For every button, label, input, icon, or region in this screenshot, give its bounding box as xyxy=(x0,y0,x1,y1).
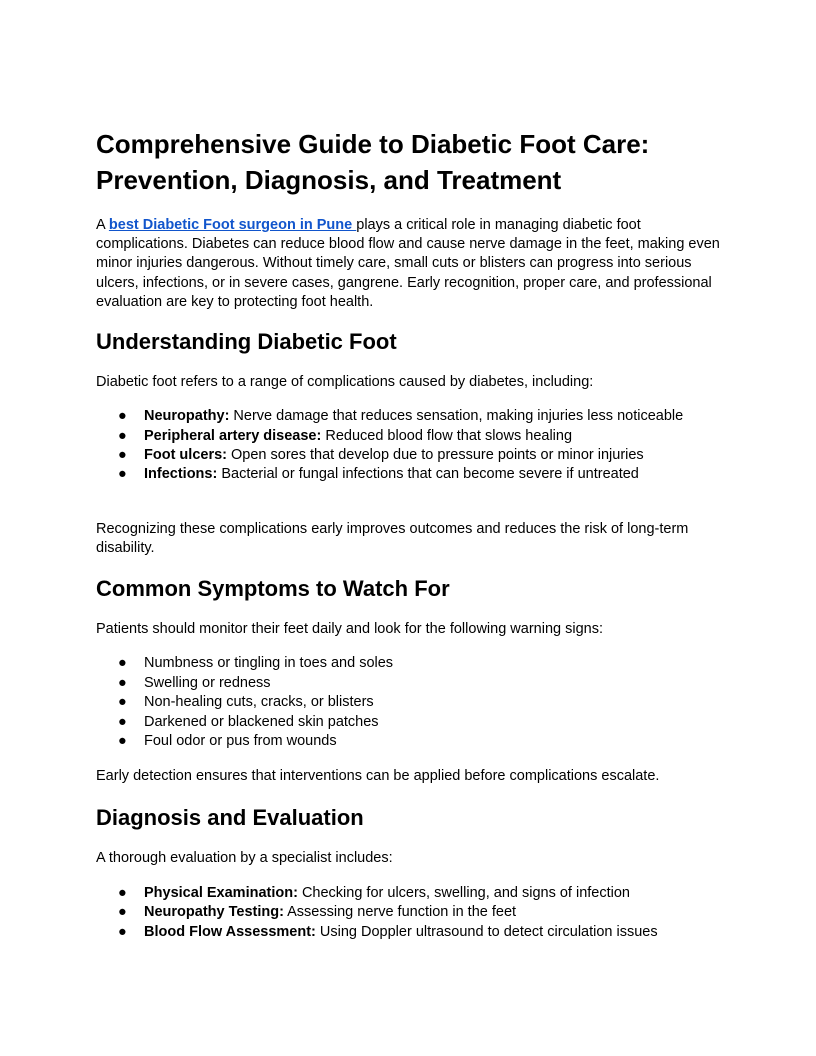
list-item-desc: Checking for ulcers, swelling, and signs of infection xyxy=(297,884,630,901)
list-item-text: Swelling or redness xyxy=(144,674,271,691)
section-closing-symptoms: Early detection ensures that interventions can be applied before complications escalate. xyxy=(96,768,660,785)
list-item-desc: Assessing nerve function in the feet xyxy=(283,904,517,921)
section-closing-understanding: Recognizing these complications early improves outcomes and reduces the risk of long-term disability. xyxy=(96,520,689,557)
bullet-icon: ● xyxy=(118,694,127,711)
document-page xyxy=(96,126,720,942)
list-item xyxy=(96,693,720,712)
bullet-icon: ● xyxy=(118,923,127,940)
section-heading-symptoms: Common Symptoms to Watch For xyxy=(96,576,450,602)
list-item xyxy=(96,446,720,465)
list-item-term: Infections: xyxy=(144,466,218,483)
intro-rest: plays a critical role in managing diabetic foot complications. Diabetes can reduce blood flow and cause nerve damage in the feet, making even minor injuries dangerous. Without timely care, small cuts or blisters can progress into serious ulcers, infections, or in severe cases, gangrene. Early recognition, proper care, and professional evaluation are key to protecting foot health. xyxy=(96,217,720,310)
list-item xyxy=(96,427,720,446)
list-item xyxy=(96,923,720,942)
list-item-desc: Nerve damage that reduces sensation, making injuries less noticeable xyxy=(229,408,684,425)
list-item-text: Foul odor or pus from wounds xyxy=(144,733,337,750)
list-item-desc: Using Doppler ultrasound to detect circulation issues xyxy=(315,923,658,940)
section-heading-understanding: Understanding Diabetic Foot xyxy=(96,329,397,355)
section-lead-understanding: Diabetic foot refers to a range of complications caused by diabetes, including: xyxy=(96,374,594,391)
list-item xyxy=(96,713,720,732)
list-item-term: Blood Flow Assessment: xyxy=(144,923,316,940)
bullet-icon: ● xyxy=(118,674,127,691)
list-item xyxy=(96,465,720,484)
section-heading-diagnosis: Diagnosis and Evaluation xyxy=(96,804,364,830)
section-lead-diagnosis: A thorough evaluation by a specialist includes: xyxy=(96,849,393,866)
list-item-text: Non-healing cuts, cracks, or blisters xyxy=(144,694,374,711)
bullet-icon: ● xyxy=(118,655,127,672)
list-item-term: Neuropathy: xyxy=(144,408,230,425)
list-item-term: Neuropathy Testing: xyxy=(144,904,284,921)
list-item xyxy=(96,884,720,903)
section-lead-symptoms: Patients should monitor their feet daily and look for the following warning signs: xyxy=(96,621,603,638)
bullet-icon: ● xyxy=(118,884,127,901)
bullet-icon: ● xyxy=(118,733,127,750)
list-item xyxy=(96,903,720,922)
surgeon-link[interactable]: best Diabetic Foot surgeon in Pune xyxy=(108,217,357,233)
bullet-icon: ● xyxy=(118,408,127,425)
diagnosis-list xyxy=(96,884,720,942)
bullet-icon: ● xyxy=(118,447,127,464)
bullet-icon: ● xyxy=(118,904,127,921)
complications-list xyxy=(96,407,720,485)
list-item-term: Physical Examination: xyxy=(144,884,298,901)
bullet-icon: ● xyxy=(118,427,127,444)
symptoms-list xyxy=(96,654,720,751)
list-item-desc: Open sores that develop due to pressure points or minor injuries xyxy=(226,447,644,464)
document-title: Comprehensive Guide to Diabetic Foot Care: Prevention, Diagnosis, and Treatment xyxy=(96,129,650,195)
list-item-term: Peripheral artery disease: xyxy=(144,427,322,444)
list-item-term: Foot ulcers: xyxy=(144,447,227,464)
list-item-text: Darkened or blackened skin patches xyxy=(144,713,379,730)
list-item xyxy=(96,674,720,693)
list-item-text: Numbness or tingling in toes and soles xyxy=(144,655,394,672)
intro-prefix: A xyxy=(96,217,109,233)
intro-paragraph xyxy=(96,216,720,312)
list-item xyxy=(96,732,720,751)
list-item-desc: Reduced blood flow that slows healing xyxy=(321,427,573,444)
bullet-icon: ● xyxy=(118,713,127,730)
bullet-icon: ● xyxy=(118,466,127,483)
list-item xyxy=(96,654,720,673)
list-item-desc: Bacterial or fungal infections that can become severe if untreated xyxy=(217,466,639,483)
list-item xyxy=(96,407,720,426)
